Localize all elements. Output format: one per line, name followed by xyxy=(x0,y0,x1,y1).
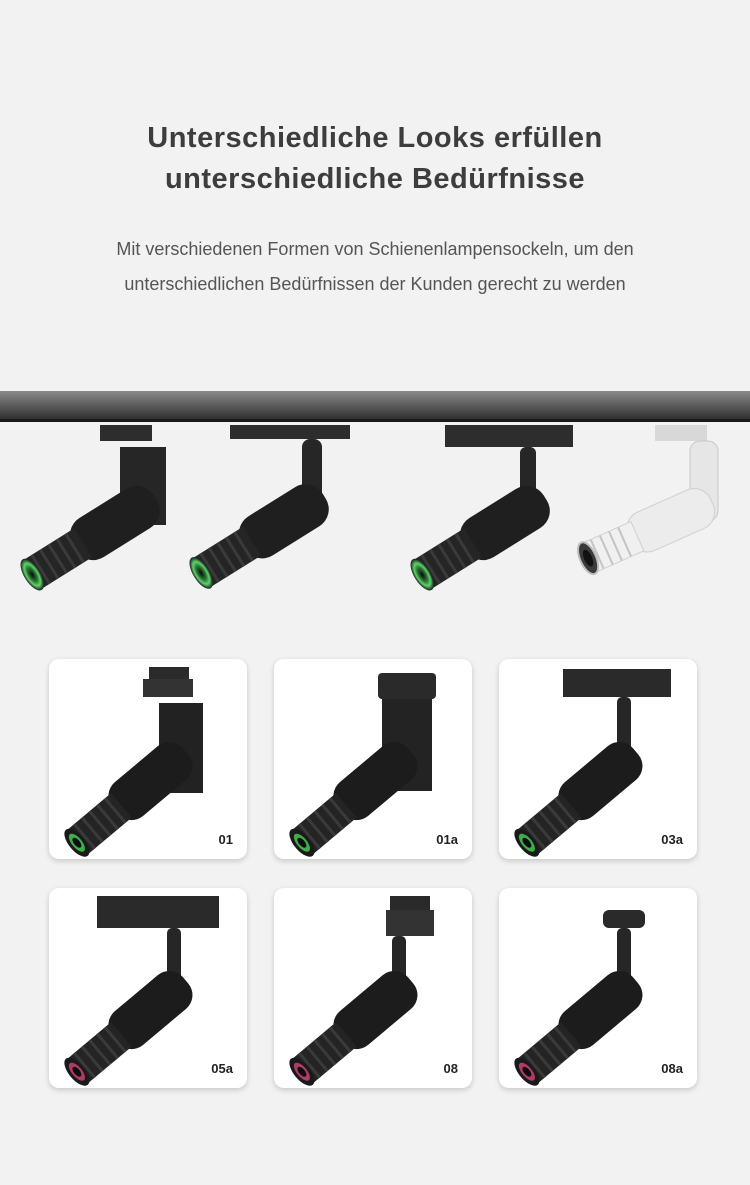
track-rail-illustration xyxy=(0,385,750,600)
track-light-4-white xyxy=(572,425,721,580)
track-light-1 xyxy=(13,425,167,598)
track-rail xyxy=(0,391,750,421)
headline-line-1: Unterschiedliche Looks erfüllen xyxy=(147,122,603,154)
variant-label: 05a xyxy=(211,1061,233,1076)
page-description xyxy=(0,232,750,302)
track-light-2 xyxy=(182,425,350,597)
variant-label: 08a xyxy=(661,1061,683,1076)
track-light-3 xyxy=(403,425,573,598)
variant-card-05a[interactable] xyxy=(49,888,247,1088)
description-line-1: Mit verschiedenen Formen von Schienenlampensockeln, um den xyxy=(116,239,634,259)
headline-line-2: unterschiedliche Bedürfnisse xyxy=(164,163,586,195)
variant-label: 08 xyxy=(443,1061,458,1076)
variant-grid xyxy=(49,659,699,1089)
variant-label: 03a xyxy=(661,832,683,847)
variant-card-08[interactable] xyxy=(274,888,472,1088)
variant-label: 01a xyxy=(436,832,458,847)
variant-card-01a[interactable] xyxy=(274,659,472,859)
variant-card-03a[interactable] xyxy=(499,659,697,859)
page-headline xyxy=(0,118,750,200)
variant-card-08a[interactable] xyxy=(499,888,697,1088)
variant-card-01[interactable] xyxy=(49,659,247,859)
description-line-2: unterschiedlichen Bedürfnissen der Kunden gerecht zu werden xyxy=(124,274,626,294)
variant-label: 01 xyxy=(218,832,233,847)
